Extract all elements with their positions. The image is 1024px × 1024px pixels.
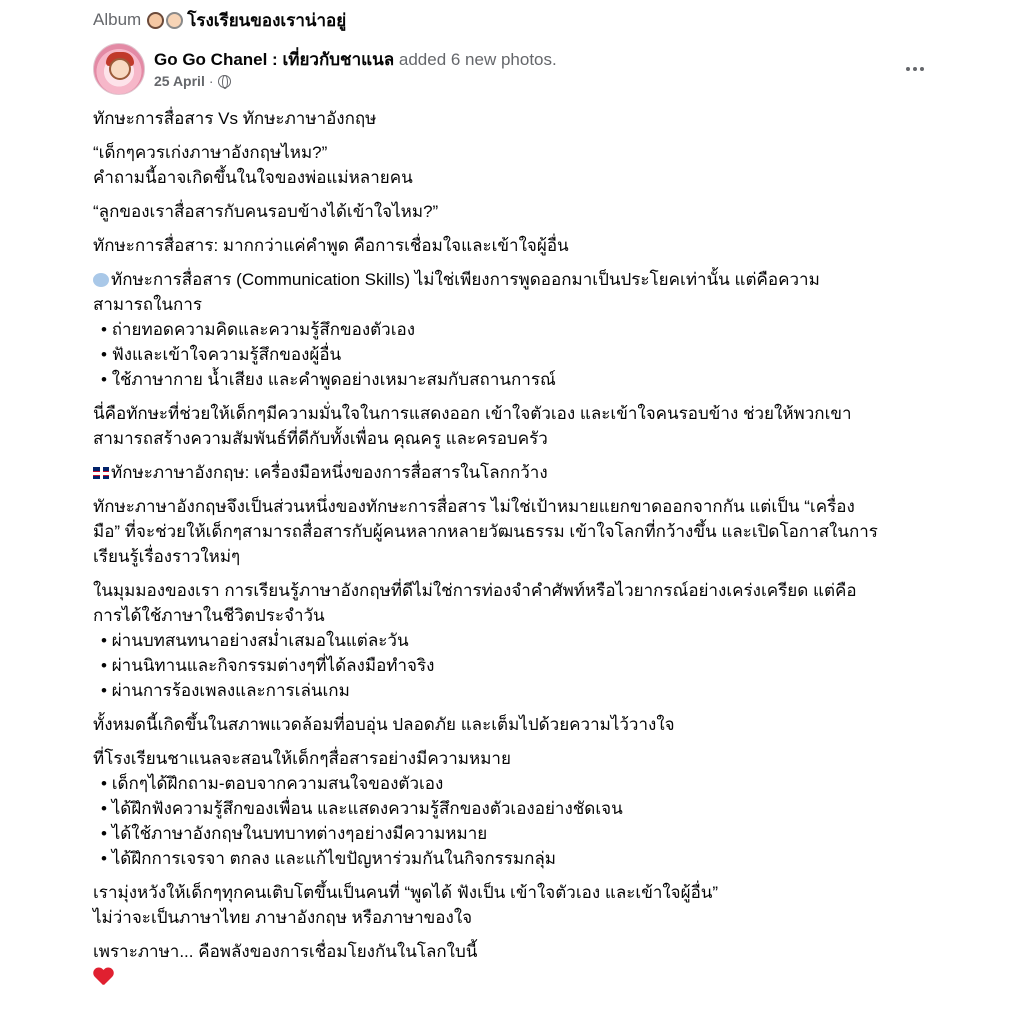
paragraph xyxy=(93,880,933,930)
text-line: มือ” ที่จะช่วยให้เด็กๆสามารถสื่อสารกับผู้คนหลากหลายวัฒนธรรม เข้าใจโลกที่กว้างขึ้น และเปิดโอกาสในการ xyxy=(93,522,878,541)
list-item: • ใช้ภาษากาย น้ำเสียง และคำพูดอย่างเหมาะสมกับสถานการณ์ xyxy=(93,367,933,392)
paragraph xyxy=(93,199,933,224)
paragraph xyxy=(93,233,933,258)
uk-flag-icon xyxy=(93,467,109,479)
text-line: ทักษะภาษาอังกฤษจึงเป็นส่วนหนึ่งของทักษะการสื่อสาร ไม่ใช่เป้าหมายแยกขาดออกจากกัน แต่เป็น “เครื่อง xyxy=(93,497,855,516)
text-fragment: ทักษะภาษาอังกฤษ: เครื่องมือหนึ่งของการสื่อสารในโลกกว้าง xyxy=(111,463,548,482)
list-item: • ถ่ายทอดความคิดและความรู้สึกของตัวเอง xyxy=(93,317,933,342)
text-line: นี่คือทักษะที่ช่วยให้เด็กๆมีความมั่นใจในการแสดงออก เข้าใจตัวเอง และเข้าใจคนรอบข้าง ช่วยให้พวกเขา xyxy=(93,404,852,423)
album-label: Album xyxy=(93,10,142,29)
paragraph xyxy=(93,494,933,569)
paragraph xyxy=(93,712,933,737)
speech-bubble-icon xyxy=(93,273,109,287)
list-item: • ได้ใช้ภาษาอังกฤษในบทบาทต่างๆอย่างมีความหมาย xyxy=(93,821,933,846)
list-item: • เด็กๆได้ฝึกถาม-ตอบจากความสนใจของตัวเอง xyxy=(93,771,933,796)
section-heading xyxy=(93,460,933,485)
more-dot xyxy=(906,67,910,71)
text-line: สามารถสร้างความสัมพันธ์ที่ดีกับทั้งเพื่อน คุณครู และครอบครัว xyxy=(93,429,548,448)
paragraph xyxy=(93,746,933,871)
text-fragment: ทักษะการสื่อสาร (Communication Skills) ไม่ใช่เพียงการพูดออกมาเป็นประโยคเท่านั้น แต่คือความ xyxy=(111,270,820,289)
text-line: เพราะภาษา... คือพลังของการเชื่อมโยงกันในโลกใบนี้ xyxy=(93,942,478,961)
paragraph xyxy=(93,140,933,190)
question-line: “ลูกของเราสื่อสารกับคนรอบข้างได้เข้าใจไหม?” xyxy=(93,202,439,221)
paragraph xyxy=(93,460,933,485)
list-item: • ผ่านการร้องเพลงและการเล่นเกม xyxy=(93,678,933,703)
paragraph xyxy=(93,578,933,703)
post-header xyxy=(93,43,933,99)
post-title-text: ทักษะการสื่อสาร Vs ทักษะภาษาอังกฤษ xyxy=(93,109,377,128)
meta-separator: · xyxy=(208,73,214,89)
author-line xyxy=(154,46,557,73)
author-name-link[interactable]: Go Go Chanel : เที่ยวกับชาแนล xyxy=(154,50,395,69)
avatar-face-shape xyxy=(109,58,131,80)
post-meta xyxy=(154,73,231,89)
text-line: การได้ใช้ภาษาในชีวิตประจำวัน xyxy=(93,606,325,625)
red-heart-icon xyxy=(93,968,113,986)
post-body xyxy=(93,106,933,1002)
text-line xyxy=(93,267,933,292)
album-name-link[interactable]: โรงเรียนของเราน่าอยู่ xyxy=(187,10,347,30)
page-avatar[interactable] xyxy=(93,43,145,95)
paragraph xyxy=(93,939,933,993)
album-breadcrumb xyxy=(93,8,346,32)
text-line: เรามุ่งหวังให้เด็กๆทุกคนเติบโตขึ้นเป็นคนที่ “พูดได้ ฟังเป็น เข้าใจตัวเอง และเข้าใจผู้อื่น” xyxy=(93,883,719,902)
paragraph xyxy=(93,267,933,392)
list-item: • ผ่านนิทานและกิจกรรมต่างๆที่ได้ลงมือทำจริง xyxy=(93,653,933,678)
more-dot xyxy=(913,67,917,71)
more-options-button[interactable] xyxy=(897,57,933,81)
list-item: • ได้ฝึกการเจรจา ตกลง และแก้ไขปัญหาร่วมกันในกิจกรรมกลุ่ม xyxy=(93,846,933,871)
paragraph xyxy=(93,401,933,451)
more-dot xyxy=(920,67,924,71)
text-line: ในมุมมองของเรา การเรียนรู้ภาษาอังกฤษที่ดีไม่ใช่การท่องจำคำศัพท์หรือไวยากรณ์อย่างเคร่งเครียด แต่คือ xyxy=(93,581,857,600)
list-item: • ได้ฝึกฟังความรู้สึกของเพื่อน และแสดงความรู้สึกของตัวเองอย่างชัดเจน xyxy=(93,796,933,821)
post-action-text: added 6 new photos. xyxy=(398,50,557,69)
paragraph xyxy=(93,106,933,131)
section-heading: ทักษะการสื่อสาร: มากกว่าแค่คำพูด คือการเชื่อมใจและเข้าใจผู้อื่น xyxy=(93,236,569,255)
text-line: สามารถในการ xyxy=(93,295,202,314)
mouse-face-emoji-icon xyxy=(147,12,164,29)
text-line: ทั้งหมดนี้เกิดขึ้นในสภาพแวดล้อมที่อบอุ่น ปลอดภัย และเต็มไปด้วยความไว้วางใจ xyxy=(93,715,675,734)
globe-icon[interactable] xyxy=(218,75,231,88)
question-line: “เด็กๆควรเก่งภาษาอังกฤษไหม?” xyxy=(93,143,328,162)
list-item: • ผ่านบทสนทนาอย่างสม่ำเสมอในแต่ละวัน xyxy=(93,628,933,653)
text-line: เรียนรู้เรื่องราวใหม่ๆ xyxy=(93,547,241,566)
post-date-link[interactable]: 25 April xyxy=(154,73,205,89)
text-line: ไม่ว่าจะเป็นภาษาไทย ภาษาอังกฤษ หรือภาษาของใจ xyxy=(93,908,473,927)
question-line: คำถามนี้อาจเกิดขึ้นในใจของพ่อแม่หลายคน xyxy=(93,168,413,187)
list-item: • ฟังและเข้าใจความรู้สึกของผู้อื่น xyxy=(93,342,933,367)
text-line: ที่โรงเรียนชาแนลจะสอนให้เด็กๆสื่อสารอย่างมีความหมาย xyxy=(93,749,511,768)
person-emoji-icon xyxy=(166,12,183,29)
